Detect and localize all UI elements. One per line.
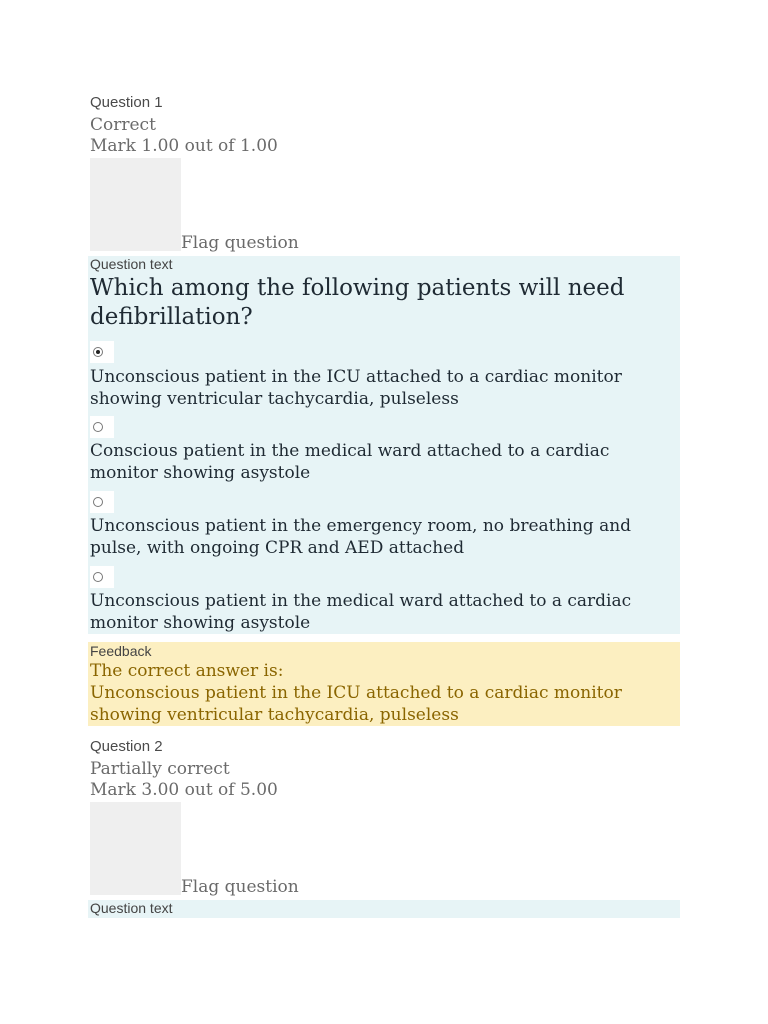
answer-radio-2[interactable] <box>90 416 114 438</box>
question-number: Question 1 <box>90 94 163 111</box>
feedback-intro: The correct answer is: <box>90 661 284 681</box>
question-grade: Mark 1.00 out of 1.00 <box>90 136 278 156</box>
feedback-caption: Feedback <box>90 643 152 659</box>
flag-question-link[interactable]: Flag question <box>181 877 299 897</box>
question-state: Correct <box>90 115 156 135</box>
feedback-correct-answer: Unconscious patient in the ICU attached to a cardiac monitor showing ventricular tachycardia, pulseless <box>90 683 622 725</box>
flag-icon[interactable] <box>90 802 181 895</box>
answer-radio-4[interactable] <box>90 566 114 588</box>
answer-option-2[interactable]: Conscious patient in the medical ward attached to a cardiac monitor showing asystole <box>90 441 610 483</box>
flag-icon[interactable] <box>90 158 181 251</box>
answer-option-3[interactable]: Unconscious patient in the emergency room, no breathing and pulse, with ongoing CPR and AED attached <box>90 516 632 558</box>
answer-option-1[interactable]: Unconscious patient in the ICU attached to a cardiac monitor showing ventricular tachycardia, pulseless <box>90 367 622 409</box>
question-text-caption: Question text <box>90 900 173 916</box>
answer-radio-3[interactable] <box>90 491 114 513</box>
flag-question-link[interactable]: Flag question <box>181 233 299 253</box>
radio-selected-icon[interactable] <box>93 347 103 357</box>
radio-icon[interactable] <box>93 422 103 432</box>
radio-icon[interactable] <box>93 497 103 507</box>
answer-option-4[interactable]: Unconscious patient in the medical ward attached to a cardiac monitor showing asystole <box>90 591 632 633</box>
feedback-block <box>88 642 680 726</box>
question-grade: Mark 3.00 out of 5.00 <box>90 780 278 800</box>
question-state: Partially correct <box>90 759 230 779</box>
question-text-caption: Question text <box>90 256 173 272</box>
question-1-content <box>88 256 680 634</box>
feedback-text <box>90 660 680 726</box>
question-2-content <box>88 900 680 918</box>
question-title: Which among the following patients will need defibrillation? <box>90 275 625 330</box>
answer-radio-1[interactable] <box>90 341 114 363</box>
radio-icon[interactable] <box>93 572 103 582</box>
question-number: Question 2 <box>90 738 163 755</box>
